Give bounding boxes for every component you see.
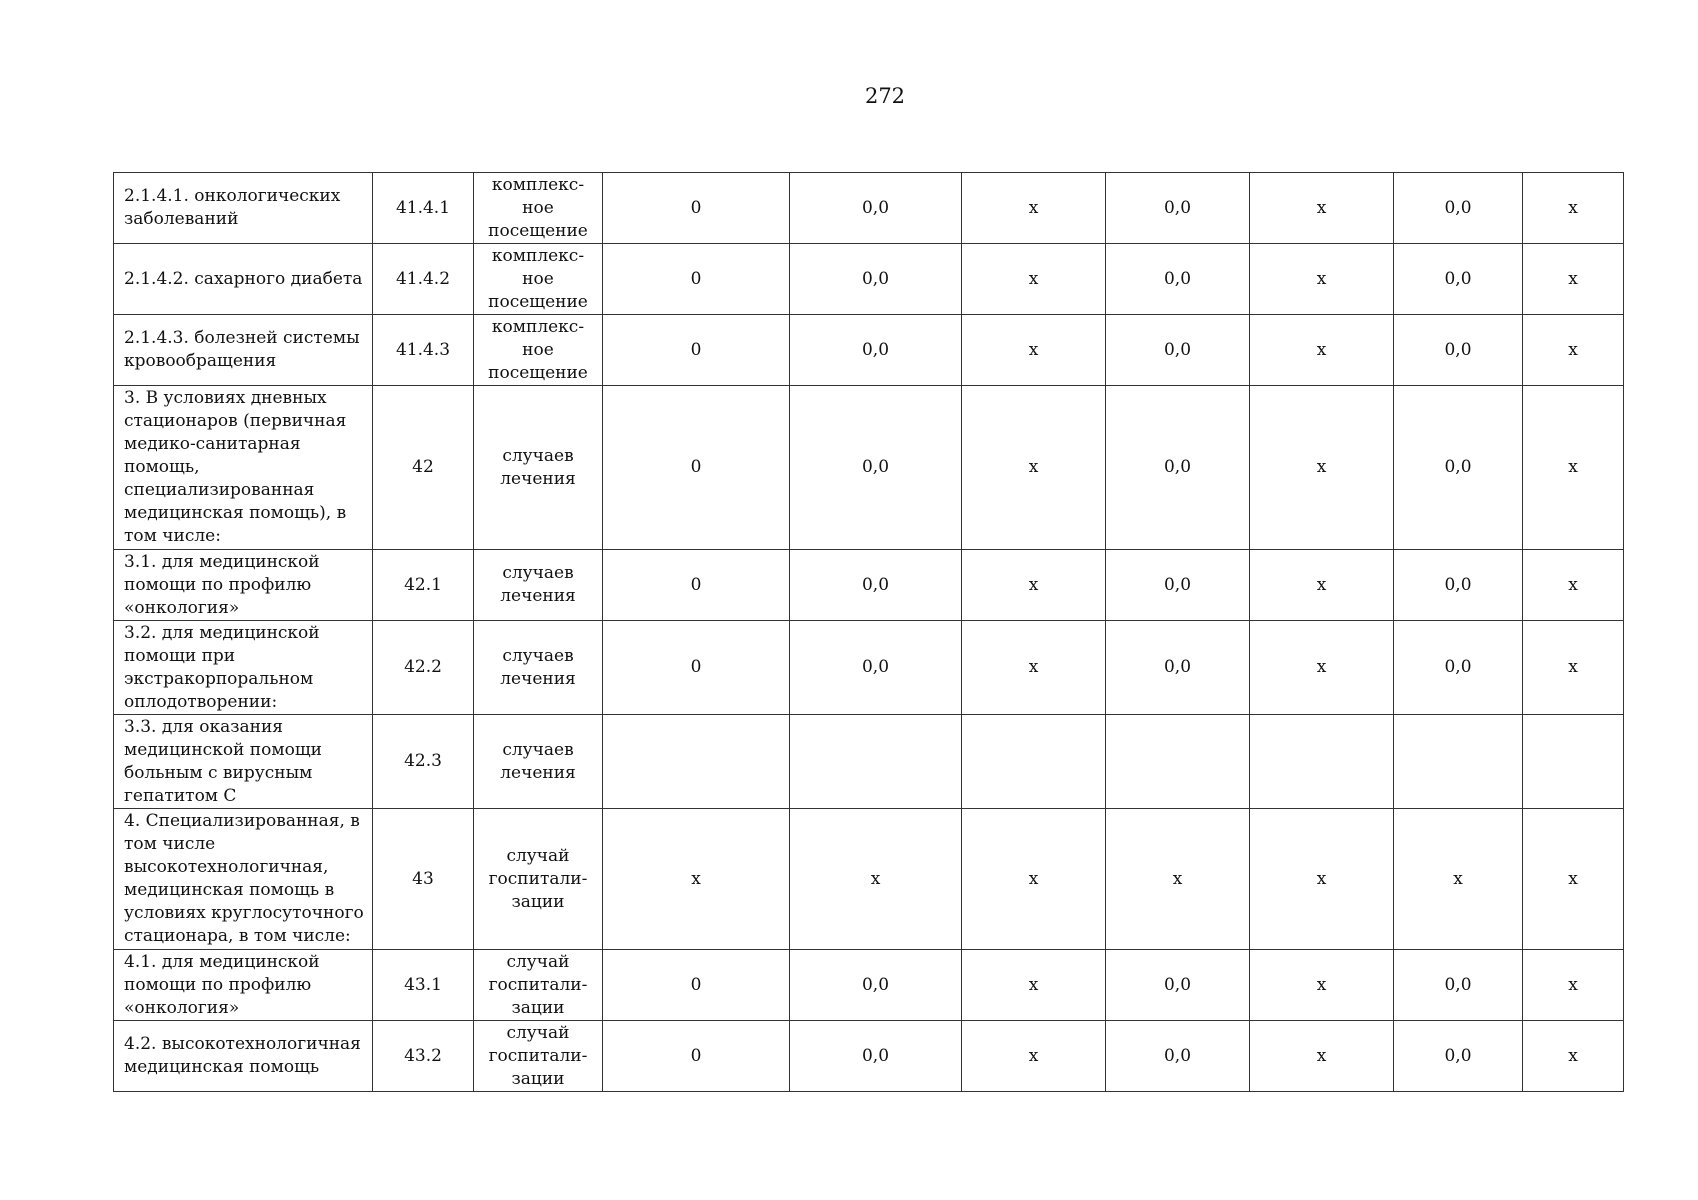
row-value: 0: [603, 550, 790, 621]
row-unit: случай госпитали- зации: [474, 809, 603, 950]
row-value: х: [790, 809, 962, 950]
row-unit: случаев лечения: [474, 715, 603, 809]
row-code: 43.2: [373, 1021, 474, 1092]
row-value: 0,0: [790, 315, 962, 386]
table-row: [114, 715, 1624, 809]
row-code: 43: [373, 809, 474, 950]
row-value: х: [1250, 315, 1394, 386]
row-name: 2.1.4.3. болезней системы кровообращения: [114, 315, 373, 386]
row-code: 41.4.2: [373, 244, 474, 315]
row-value: [790, 715, 962, 809]
row-value: 0,0: [1394, 386, 1523, 550]
row-unit: комплекс- ное посещение: [474, 315, 603, 386]
row-value: 0: [603, 315, 790, 386]
row-value: х: [1250, 386, 1394, 550]
table-row: [114, 550, 1624, 621]
table-row: [114, 950, 1624, 1021]
row-value: 0,0: [1394, 1021, 1523, 1092]
row-name: 3.3. для оказания медицинской помощи больным с вирусным гепатитом С: [114, 715, 373, 809]
row-value: 0,0: [1106, 950, 1250, 1021]
row-value: х: [1523, 173, 1624, 244]
row-value: х: [1523, 550, 1624, 621]
row-value: х: [1523, 950, 1624, 1021]
table-row: [114, 173, 1624, 244]
row-code: 42.1: [373, 550, 474, 621]
row-value: х: [1250, 621, 1394, 715]
row-value: 0,0: [1394, 315, 1523, 386]
row-value: 0,0: [1394, 173, 1523, 244]
row-code: 42.2: [373, 621, 474, 715]
row-value: 0,0: [1106, 1021, 1250, 1092]
row-value: х: [962, 173, 1106, 244]
row-value: 0,0: [790, 244, 962, 315]
row-value: х: [1523, 1021, 1624, 1092]
row-value: х: [1523, 315, 1624, 386]
row-value: х: [962, 809, 1106, 950]
row-value: [1394, 715, 1523, 809]
row-value: 0,0: [1394, 244, 1523, 315]
row-value: 0,0: [1394, 621, 1523, 715]
row-value: х: [1250, 173, 1394, 244]
row-value: х: [1394, 809, 1523, 950]
row-value: х: [962, 621, 1106, 715]
row-unit: случаев лечения: [474, 550, 603, 621]
row-unit: случай госпитали- зации: [474, 1021, 603, 1092]
row-unit: комплекс- ное посещение: [474, 244, 603, 315]
row-value: х: [1250, 244, 1394, 315]
row-name: 3.2. для медицинской помощи при экстракорпоральном оплодотворении:: [114, 621, 373, 715]
row-value: [962, 715, 1106, 809]
row-value: х: [1523, 809, 1624, 950]
row-name: 4.1. для медицинской помощи по профилю «онкология»: [114, 950, 373, 1021]
row-value: х: [962, 315, 1106, 386]
row-value: х: [603, 809, 790, 950]
row-code: 42.3: [373, 715, 474, 809]
row-name: 4.2. высокотехнологичная медицинская помощь: [114, 1021, 373, 1092]
row-value: х: [1523, 244, 1624, 315]
row-value: 0,0: [1394, 950, 1523, 1021]
row-value: [603, 715, 790, 809]
table-row: [114, 1021, 1624, 1092]
row-value: 0: [603, 621, 790, 715]
row-value: 0: [603, 950, 790, 1021]
row-value: 0,0: [790, 1021, 962, 1092]
row-code: 43.1: [373, 950, 474, 1021]
table-row: [114, 386, 1624, 550]
row-value: 0: [603, 386, 790, 550]
table-row: [114, 315, 1624, 386]
row-value: 0,0: [790, 386, 962, 550]
row-name: 4. Специализированная, в том числе высокотехнологичная, медицинская помощь в условиях круглосуточного стационара, в том числе:: [114, 809, 373, 950]
row-value: х: [962, 244, 1106, 315]
row-value: 0,0: [1106, 550, 1250, 621]
row-value: х: [1250, 950, 1394, 1021]
row-unit: комплекс- ное посещение: [474, 173, 603, 244]
row-unit: случаев лечения: [474, 621, 603, 715]
row-value: [1250, 715, 1394, 809]
row-value: х: [962, 1021, 1106, 1092]
row-value: 0,0: [790, 621, 962, 715]
data-table: [113, 172, 1624, 1092]
row-value: х: [1250, 550, 1394, 621]
row-value: 0: [603, 244, 790, 315]
row-value: 0,0: [790, 173, 962, 244]
row-name: 2.1.4.2. сахарного диабета: [114, 244, 373, 315]
row-value: [1106, 715, 1250, 809]
row-value: 0,0: [1394, 550, 1523, 621]
row-value: 0,0: [1106, 386, 1250, 550]
row-value: [1523, 715, 1624, 809]
row-value: х: [1523, 621, 1624, 715]
table-row: [114, 809, 1624, 950]
row-value: х: [1523, 386, 1624, 550]
row-code: 41.4.3: [373, 315, 474, 386]
row-name: 3.1. для медицинской помощи по профилю «онкология»: [114, 550, 373, 621]
row-value: х: [1250, 1021, 1394, 1092]
row-value: 0,0: [1106, 244, 1250, 315]
row-value: 0,0: [1106, 173, 1250, 244]
row-value: х: [1106, 809, 1250, 950]
row-name: 2.1.4.1. онкологических заболеваний: [114, 173, 373, 244]
row-unit: случаев лечения: [474, 386, 603, 550]
row-value: 0: [603, 173, 790, 244]
row-value: 0: [603, 1021, 790, 1092]
row-value: 0,0: [790, 950, 962, 1021]
row-value: 0,0: [1106, 315, 1250, 386]
row-value: 0,0: [790, 550, 962, 621]
row-name: 3. В условиях дневных стационаров (первичная медико-санитарная помощь, специализированная медицинская помощь), в том числе:: [114, 386, 373, 550]
row-code: 42: [373, 386, 474, 550]
row-value: х: [962, 386, 1106, 550]
row-value: х: [962, 550, 1106, 621]
row-value: х: [1250, 809, 1394, 950]
row-value: 0,0: [1106, 621, 1250, 715]
row-value: х: [962, 950, 1106, 1021]
row-code: 41.4.1: [373, 173, 474, 244]
row-unit: случай госпитали- зации: [474, 950, 603, 1021]
table-row: [114, 621, 1624, 715]
table-row: [114, 244, 1624, 315]
page-number: 272: [864, 84, 906, 108]
